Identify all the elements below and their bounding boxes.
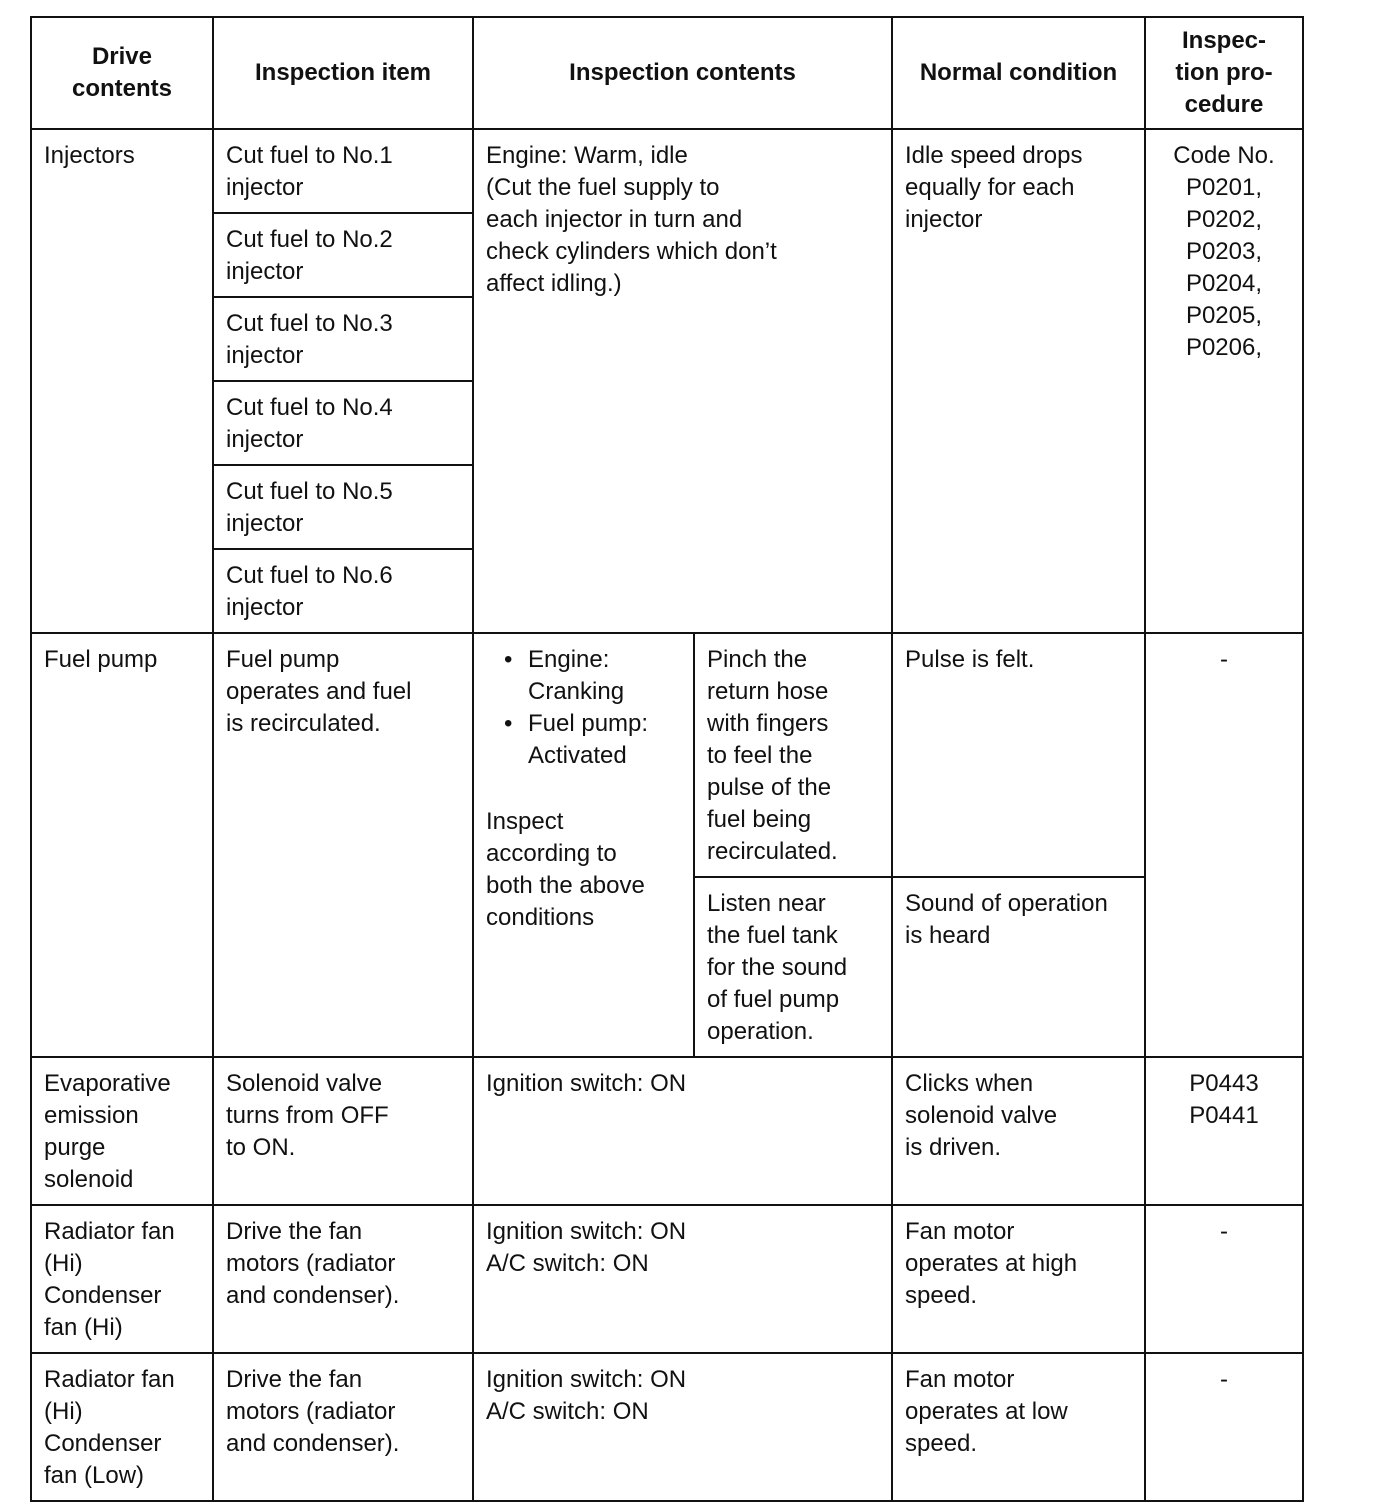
radiator-fan-low-contents-cell: Ignition switch: ON A/C switch: ON xyxy=(473,1353,892,1501)
evap-purge-contents-cell: Ignition switch: ON xyxy=(473,1057,892,1205)
radiator-fan-hi-item-cell: Drive the fan motors (radiator and condenser). xyxy=(213,1205,473,1353)
fuel-pump-conditions-cell xyxy=(473,633,694,1057)
actuator-test-table xyxy=(30,16,1304,1502)
header-inspection-contents: Inspection contents xyxy=(473,17,892,129)
header-row xyxy=(31,17,1303,129)
fuel-pump-conditions-note: Inspect according to both the above conditions xyxy=(486,808,645,931)
list-item xyxy=(486,644,681,708)
fuel-pump-item-cell: Fuel pump operates and fuel is recirculated. xyxy=(213,633,473,1057)
radiator-fan-hi-contents-cell: Ignition switch: ON A/C switch: ON xyxy=(473,1205,892,1353)
radiator-fan-hi-procedure-cell: - xyxy=(1145,1205,1303,1353)
fuel-pump-conditions-list xyxy=(486,644,681,772)
table-row xyxy=(31,1205,1303,1353)
evap-purge-procedure-cell: P0443 P0441 xyxy=(1145,1057,1303,1205)
bullet-icon: • xyxy=(504,646,513,673)
injector-1-item: Cut fuel to No.1 injector xyxy=(213,129,473,213)
header-normal-condition: Normal condition xyxy=(892,17,1145,129)
injectors-contents-cell: Engine: Warm, idle (Cut the fuel supply to each injector in turn and check cylinders which don’t affect idling.) xyxy=(473,129,892,633)
injector-3-item: Cut fuel to No.3 injector xyxy=(213,297,473,381)
table-row xyxy=(31,633,1303,877)
radiator-fan-low-drive-cell: Radiator fan (Hi) Condenser fan (Low) xyxy=(31,1353,213,1501)
injector-2-item: Cut fuel to No.2 injector xyxy=(213,213,473,297)
list-item xyxy=(486,708,681,772)
injector-5-item: Cut fuel to No.5 injector xyxy=(213,465,473,549)
injectors-procedure-cell: Code No. P0201, P0202, P0203, P0204, P0205, P0206, xyxy=(1145,129,1303,633)
injectors-normal-cell: Idle speed drops equally for each injector xyxy=(892,129,1145,633)
fuel-pump-drive-cell: Fuel pump xyxy=(31,633,213,1057)
fuel-pump-method-1: Pinch the return hose with fingers to feel the pulse of the fuel being recirculated. xyxy=(694,633,892,877)
injector-4-item: Cut fuel to No.4 injector xyxy=(213,381,473,465)
evap-purge-item-cell: Solenoid valve turns from OFF to ON. xyxy=(213,1057,473,1205)
fuel-pump-method-2: Listen near the fuel tank for the sound of fuel pump operation. xyxy=(694,877,892,1057)
evap-purge-drive-cell: Evaporative emission purge solenoid xyxy=(31,1057,213,1205)
fuel-pump-normal-1: Pulse is felt. xyxy=(892,633,1145,877)
condition-engine: Engine: Cranking xyxy=(528,646,625,705)
radiator-fan-low-normal-cell: Fan motor operates at low speed. xyxy=(892,1353,1145,1501)
bullet-icon: • xyxy=(504,710,513,737)
inspection-sheet xyxy=(30,16,1304,1502)
radiator-fan-low-procedure-cell: - xyxy=(1145,1353,1303,1501)
table-row xyxy=(31,1057,1303,1205)
fuel-pump-procedure-cell: - xyxy=(1145,633,1303,1057)
fuel-pump-normal-2: Sound of operation is heard xyxy=(892,877,1145,1057)
header-inspection-item: Inspection item xyxy=(213,17,473,129)
table-row xyxy=(31,1353,1303,1501)
radiator-fan-low-item-cell: Drive the fan motors (radiator and condenser). xyxy=(213,1353,473,1501)
header-inspection-procedure: Inspec- tion pro- cedure xyxy=(1145,17,1303,129)
evap-purge-normal-cell: Clicks when solenoid valve is driven. xyxy=(892,1057,1145,1205)
header-drive-contents: Drive contents xyxy=(31,17,213,129)
condition-fuel-pump: Fuel pump: Activated xyxy=(528,710,649,769)
table-row xyxy=(31,129,1303,213)
injector-6-item: Cut fuel to No.6 injector xyxy=(213,549,473,633)
radiator-fan-hi-normal-cell: Fan motor operates at high speed. xyxy=(892,1205,1145,1353)
radiator-fan-hi-drive-cell: Radiator fan (Hi) Condenser fan (Hi) xyxy=(31,1205,213,1353)
injectors-drive-cell: Injectors xyxy=(31,129,213,633)
